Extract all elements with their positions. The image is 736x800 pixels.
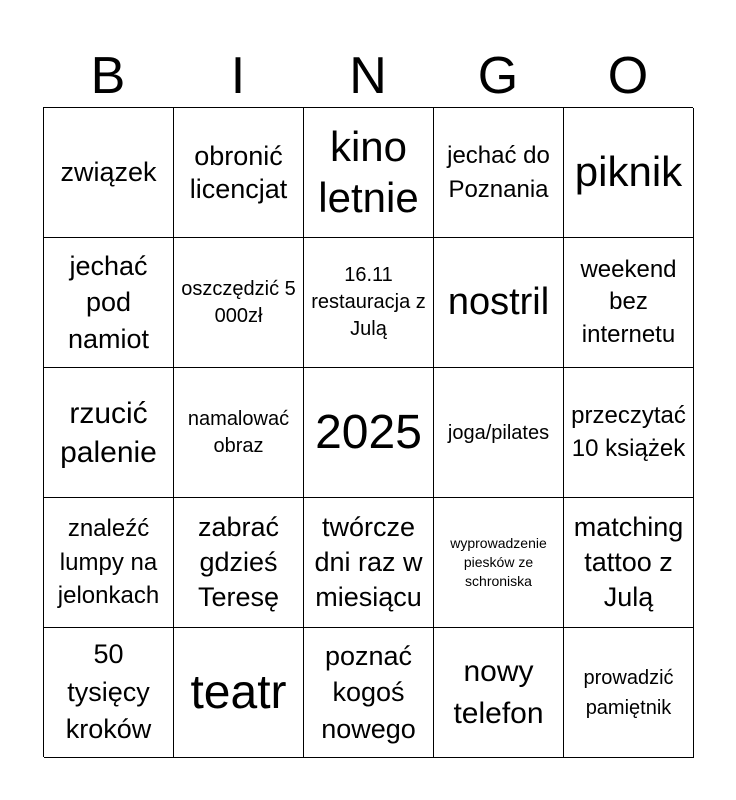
bingo-cell[interactable] [304, 108, 434, 238]
cell-text: 50 tysięcy kroków [65, 638, 152, 745]
bingo-cell[interactable] [434, 108, 564, 238]
bingo-cell[interactable] [434, 368, 564, 498]
cell-text: nowy telefon [453, 654, 544, 730]
cell-text: matching tattoo z Julą [573, 511, 684, 613]
cell-text: kino letnie [318, 123, 419, 221]
bingo-cell[interactable] [174, 238, 304, 368]
header-letter-o: O [607, 47, 649, 105]
bingo-cell[interactable] [434, 498, 564, 628]
bingo-cell[interactable] [304, 238, 434, 368]
cell-text: twórcze dni raz w miesiącu [314, 511, 423, 613]
cell-text: przeczytać 10 książek [571, 402, 686, 462]
cell-text: prowadzić pamiętnik [583, 666, 674, 719]
header-letter-i: I [230, 47, 246, 105]
bingo-cell[interactable] [564, 368, 694, 498]
bingo-header [43, 44, 693, 108]
bingo-cell[interactable] [174, 628, 304, 758]
bingo-cell[interactable] [174, 498, 304, 628]
bingo-cell[interactable] [304, 368, 434, 498]
cell-text: poznać kogoś nowego [321, 640, 416, 744]
bingo-cell[interactable] [174, 368, 304, 498]
bingo-cell[interactable] [564, 498, 694, 628]
bingo-cell[interactable] [564, 628, 694, 758]
cell-text: związek [60, 157, 157, 188]
cell-text: teatr [190, 665, 287, 719]
cell-text: znaleźć lumpy na jelonkach [57, 515, 160, 610]
bingo-cell[interactable] [304, 628, 434, 758]
cell-text: rzucić palenie [60, 396, 157, 469]
bingo-cell[interactable] [44, 498, 174, 628]
cell-text: jechać do Poznania [447, 141, 550, 203]
cell-text: jechać pod namiot [67, 250, 150, 354]
cell-text: 2025 [315, 405, 422, 459]
cell-text: wyprowadzenie piesków ze schroniska [450, 535, 547, 589]
bingo-cell[interactable] [44, 368, 174, 498]
header-letter-g: G [477, 47, 519, 105]
bingo-cell[interactable] [174, 108, 304, 238]
bingo-cell[interactable] [44, 628, 174, 758]
bingo-cell[interactable] [564, 238, 694, 368]
bingo-grid [43, 107, 693, 757]
cell-text: joga/pilates [447, 421, 550, 444]
header-letter-n: N [349, 47, 387, 105]
cell-text: oszczędzić 5 000zł [181, 277, 296, 327]
bingo-cell[interactable] [304, 498, 434, 628]
bingo-cell[interactable] [434, 628, 564, 758]
cell-text: obronić licencjat [189, 141, 288, 204]
cell-text: 16.11 restauracja z Julą [311, 264, 426, 340]
bingo-cell[interactable] [564, 108, 694, 238]
cell-text: nostril [447, 280, 550, 323]
cell-text: weekend bez internetu [580, 255, 677, 348]
header-letter-b: B [90, 47, 126, 105]
bingo-cell[interactable] [44, 108, 174, 238]
cell-text: zabrać gdzieś Teresę [197, 511, 280, 613]
bingo-cell[interactable] [44, 238, 174, 368]
bingo-cell[interactable] [434, 238, 564, 368]
cell-text: piknik [574, 148, 683, 196]
cell-text: namalować obraz [187, 407, 290, 457]
